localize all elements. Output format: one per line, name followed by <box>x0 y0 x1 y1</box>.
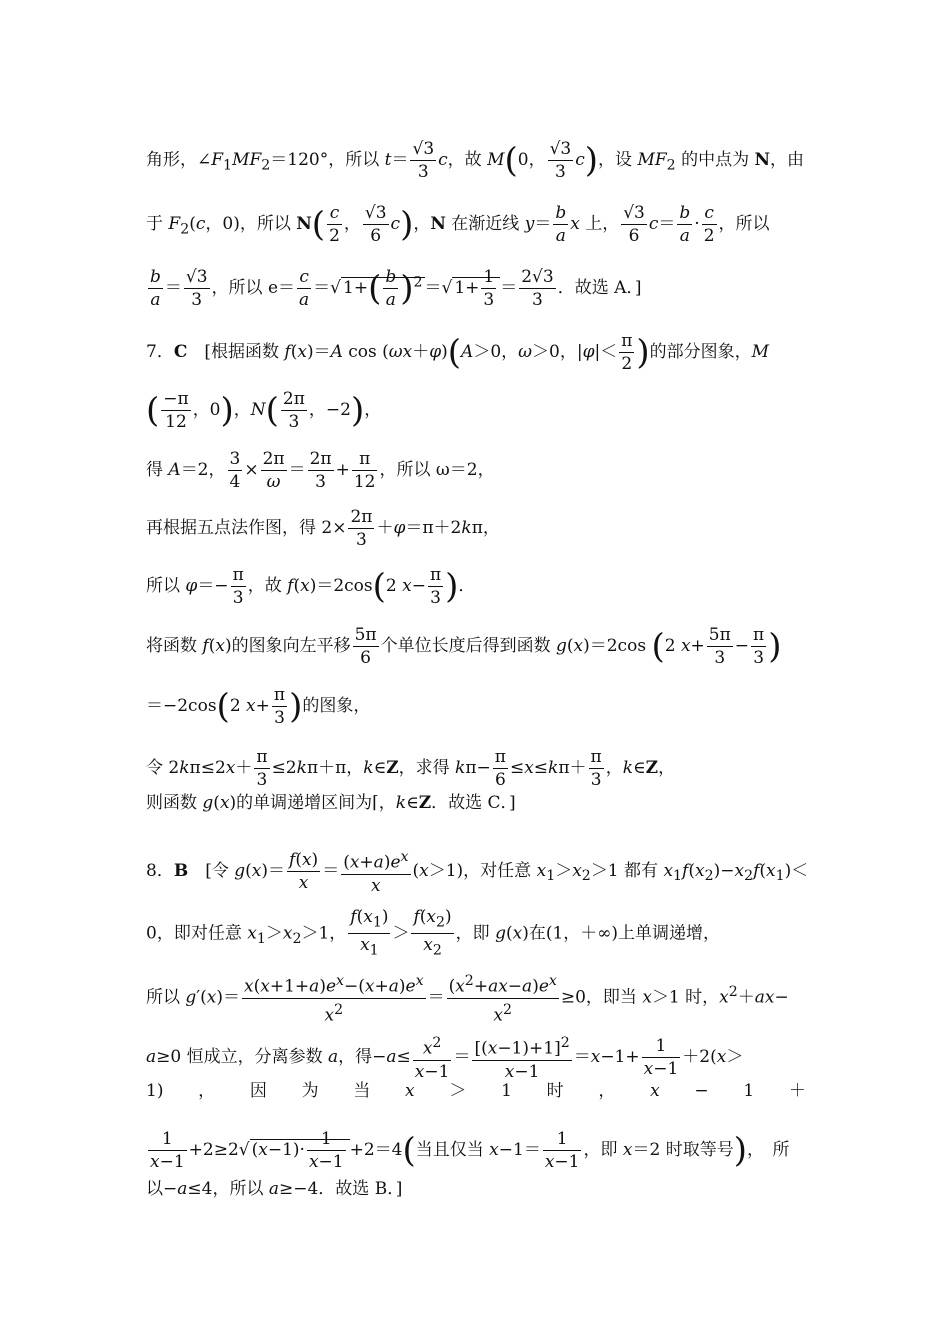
solution-line-12: 则函数 g(x)的单调递增区间为⌈，k∈Z．故选 C．] <box>146 793 516 813</box>
solution-line-4: 7．C [根据函数 f(x)＝A cos (ωx＋φ)(A＞0，ω＞0，|φ|＜ $\frac{\pi}{2}$ )的部分图象，M <box>146 331 770 374</box>
solution-line-14: 0，即对任意 $x_1>x_2>1$， $\frac{f(x_1)}{x_1}$ ＞ $\frac{f(x_2)}{x_2}$ ，即 g(x)在(1，＋∞)上单调递增， <box>146 907 721 959</box>
solution-line-2: 于 $F_2(c$，0)，所以 N( $\frac{c}{2}$ ， $\frac{√3}{6}$ c)，N 在渐近线 y＝ $\frac{b}{a}$ x 上， $\frac{√3}{6}$ c＝ $\frac{b}{a}$ · $\frac{c}{2}$ ，所以 <box>146 203 770 246</box>
solution-line-6: 得 A＝2， $\frac{3}{4}$ × $\frac{2\pi}{\omega}$ ＝ $\frac{2\pi}{3}$ + $\frac{\pi}{12}$ ，所以 ω＝2， <box>146 449 495 492</box>
solution-line-3: $\frac{b}{a}$ ＝ $\frac{√3}{3}$ ，所以 e＝ $\frac{c}{a}$ ＝√ 1+( $\frac{b}{a}$ )$^2$ ＝√ 1+ $\frac{1}{3}$ ＝ $\frac{2√3}{3}$ ．故选 A．] <box>150 267 642 310</box>
solution-line-15: 所以 g′(x)＝ $\frac{x(x+1+a)e^x-(x+a)e^x}{x^2}$ ＝ $\frac{(x^2+ax-a)e^x}{x^2}$ ≥0，即当 x＞1 时，$x^2+ax-$ <box>146 970 806 1026</box>
solution-line-11: 令 2kπ≤2x＋ $\frac{\pi}{3}$ ≤2kπ＋π，k∈Z，求得 kπ− $\frac{\pi}{6}$ ≤x≤kπ＋ $\frac{\pi}{3}$ ，k∈Z， <box>146 747 676 790</box>
solution-line-8: 所以 φ＝− $\frac{\pi}{3}$ ，故 f(x)＝2cos(2 x− $\frac{\pi}{3}$ )． <box>146 565 476 608</box>
solution-line-16: a≥0 恒成立，分离参数 a，得−a≤ $\frac{x^2}{x-1}$ ＝ $\frac{[(x-1)+1]^2}{x-1}$ ＝x−1+ $\frac{1}{x-1}$ ＋2(x＞ <box>146 1032 806 1083</box>
solution-line-13: 8．B [令 g(x)＝ $\frac{f(x)}{x}$ ＝ $\frac{(x+a)e^x}{x}$ (x＞1)，对任意 $x_1>x_2>1$ 都有 $x_1f(x_2)-x_2f(x_1)<$ <box>146 846 806 897</box>
solution-line-5: ( $\frac{-\pi}{12}$ ，0)，N( $\frac{2\pi}{3}$ ，−2)， <box>146 389 382 432</box>
solution-line-9: 将函数 f(x)的图象向左平移 $\frac{5\pi}{6}$ 个单位长度后得到函数 g(x)＝2cos (2 x+ $\frac{5\pi}{3}$ − $\frac{\pi}{3}$ ) <box>146 625 782 668</box>
solution-line-10: ＝−2cos(2 x+ $\frac{\pi}{3}$ )的图象， <box>146 685 371 728</box>
solution-line-19: 以−a≤4，所以 a≥−4．故选 B．] <box>146 1179 403 1199</box>
solution-line-7: 再根据五点法作图，得 2× $\frac{2\pi}{3}$ ＋φ＝π＋2kπ， <box>146 507 500 550</box>
solution-line-17: 1) ， 因 为 当 x ＞ 1 时 ， x − 1 ＋ <box>146 1081 806 1101</box>
solution-line-1: 角形，$\angle F_1MF_2=120^\circ$，所以 t＝ $\frac{√3}{3}$ c，故 M(0， $\frac{√3}{3}$ c)，设 $MF_2$ 的中点为 N，由 <box>146 139 805 182</box>
solution-line-18: $\frac{1}{x-1}$ +2≥2√ (x−1)· $\frac{1}{x-1}$ +2＝4(当且仅当 x−1＝ $\frac{1}{x-1}$ ，即 x＝2 时取等号)， 所 <box>150 1129 790 1172</box>
